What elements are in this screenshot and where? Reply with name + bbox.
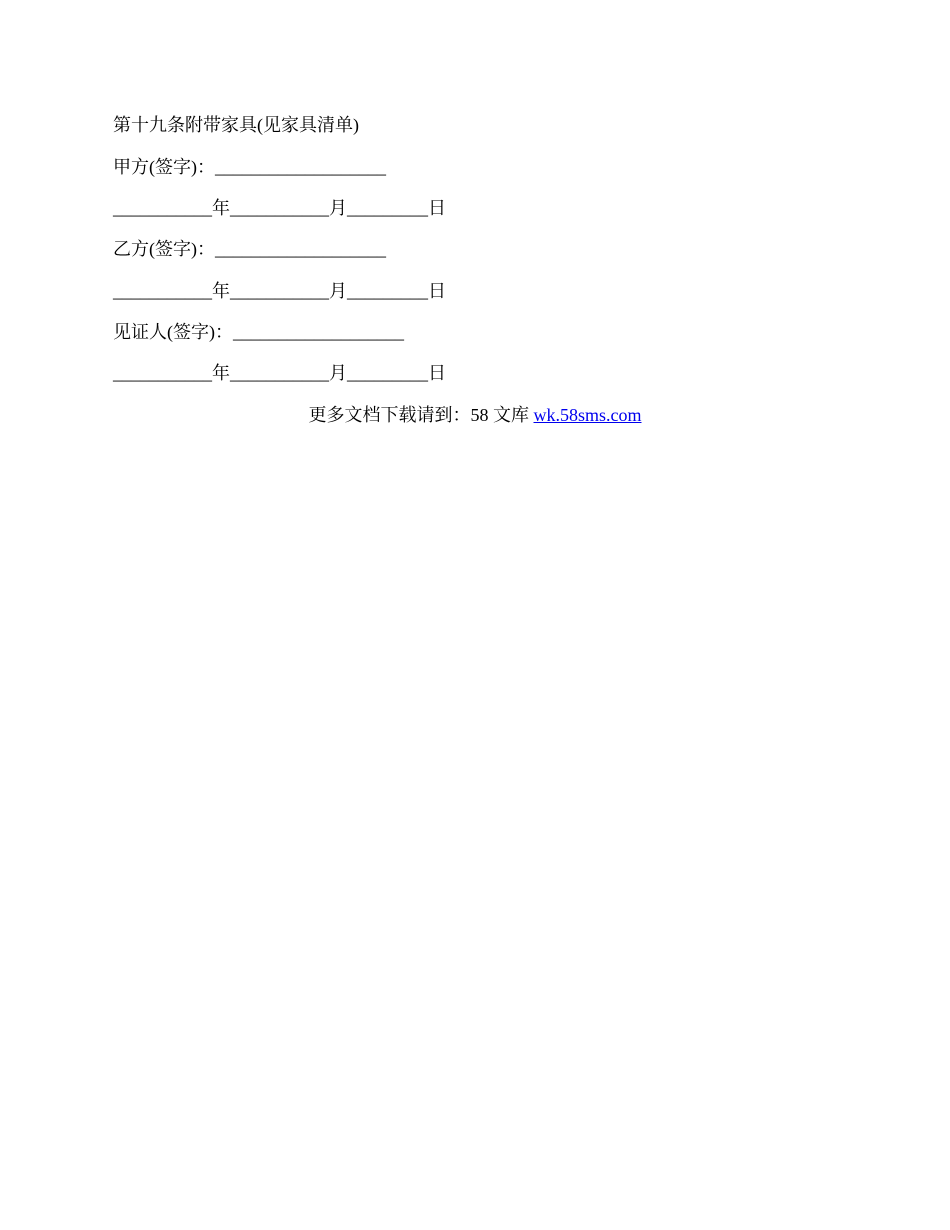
witness-date-line: ___________年___________月_________日 (113, 363, 446, 383)
party-b-signature-line: 乙方(签字)：___________________ (113, 239, 386, 259)
clause-19-furniture: 第十九条附带家具(见家具清单) (113, 115, 359, 135)
witness-signature-line: 见证人(签字)：___________________ (113, 322, 404, 342)
party-a-date-line: ___________年___________月_________日 (113, 198, 446, 218)
download-footer (0, 404, 950, 426)
party-a-signature-line: 甲方(签字)：___________________ (113, 157, 386, 177)
party-b-date-line: ___________年___________月_________日 (113, 281, 446, 301)
footer-link[interactable]: wk.58sms.com (533, 405, 642, 425)
footer-text: 更多文档下载请到：58 文库 (308, 405, 534, 425)
